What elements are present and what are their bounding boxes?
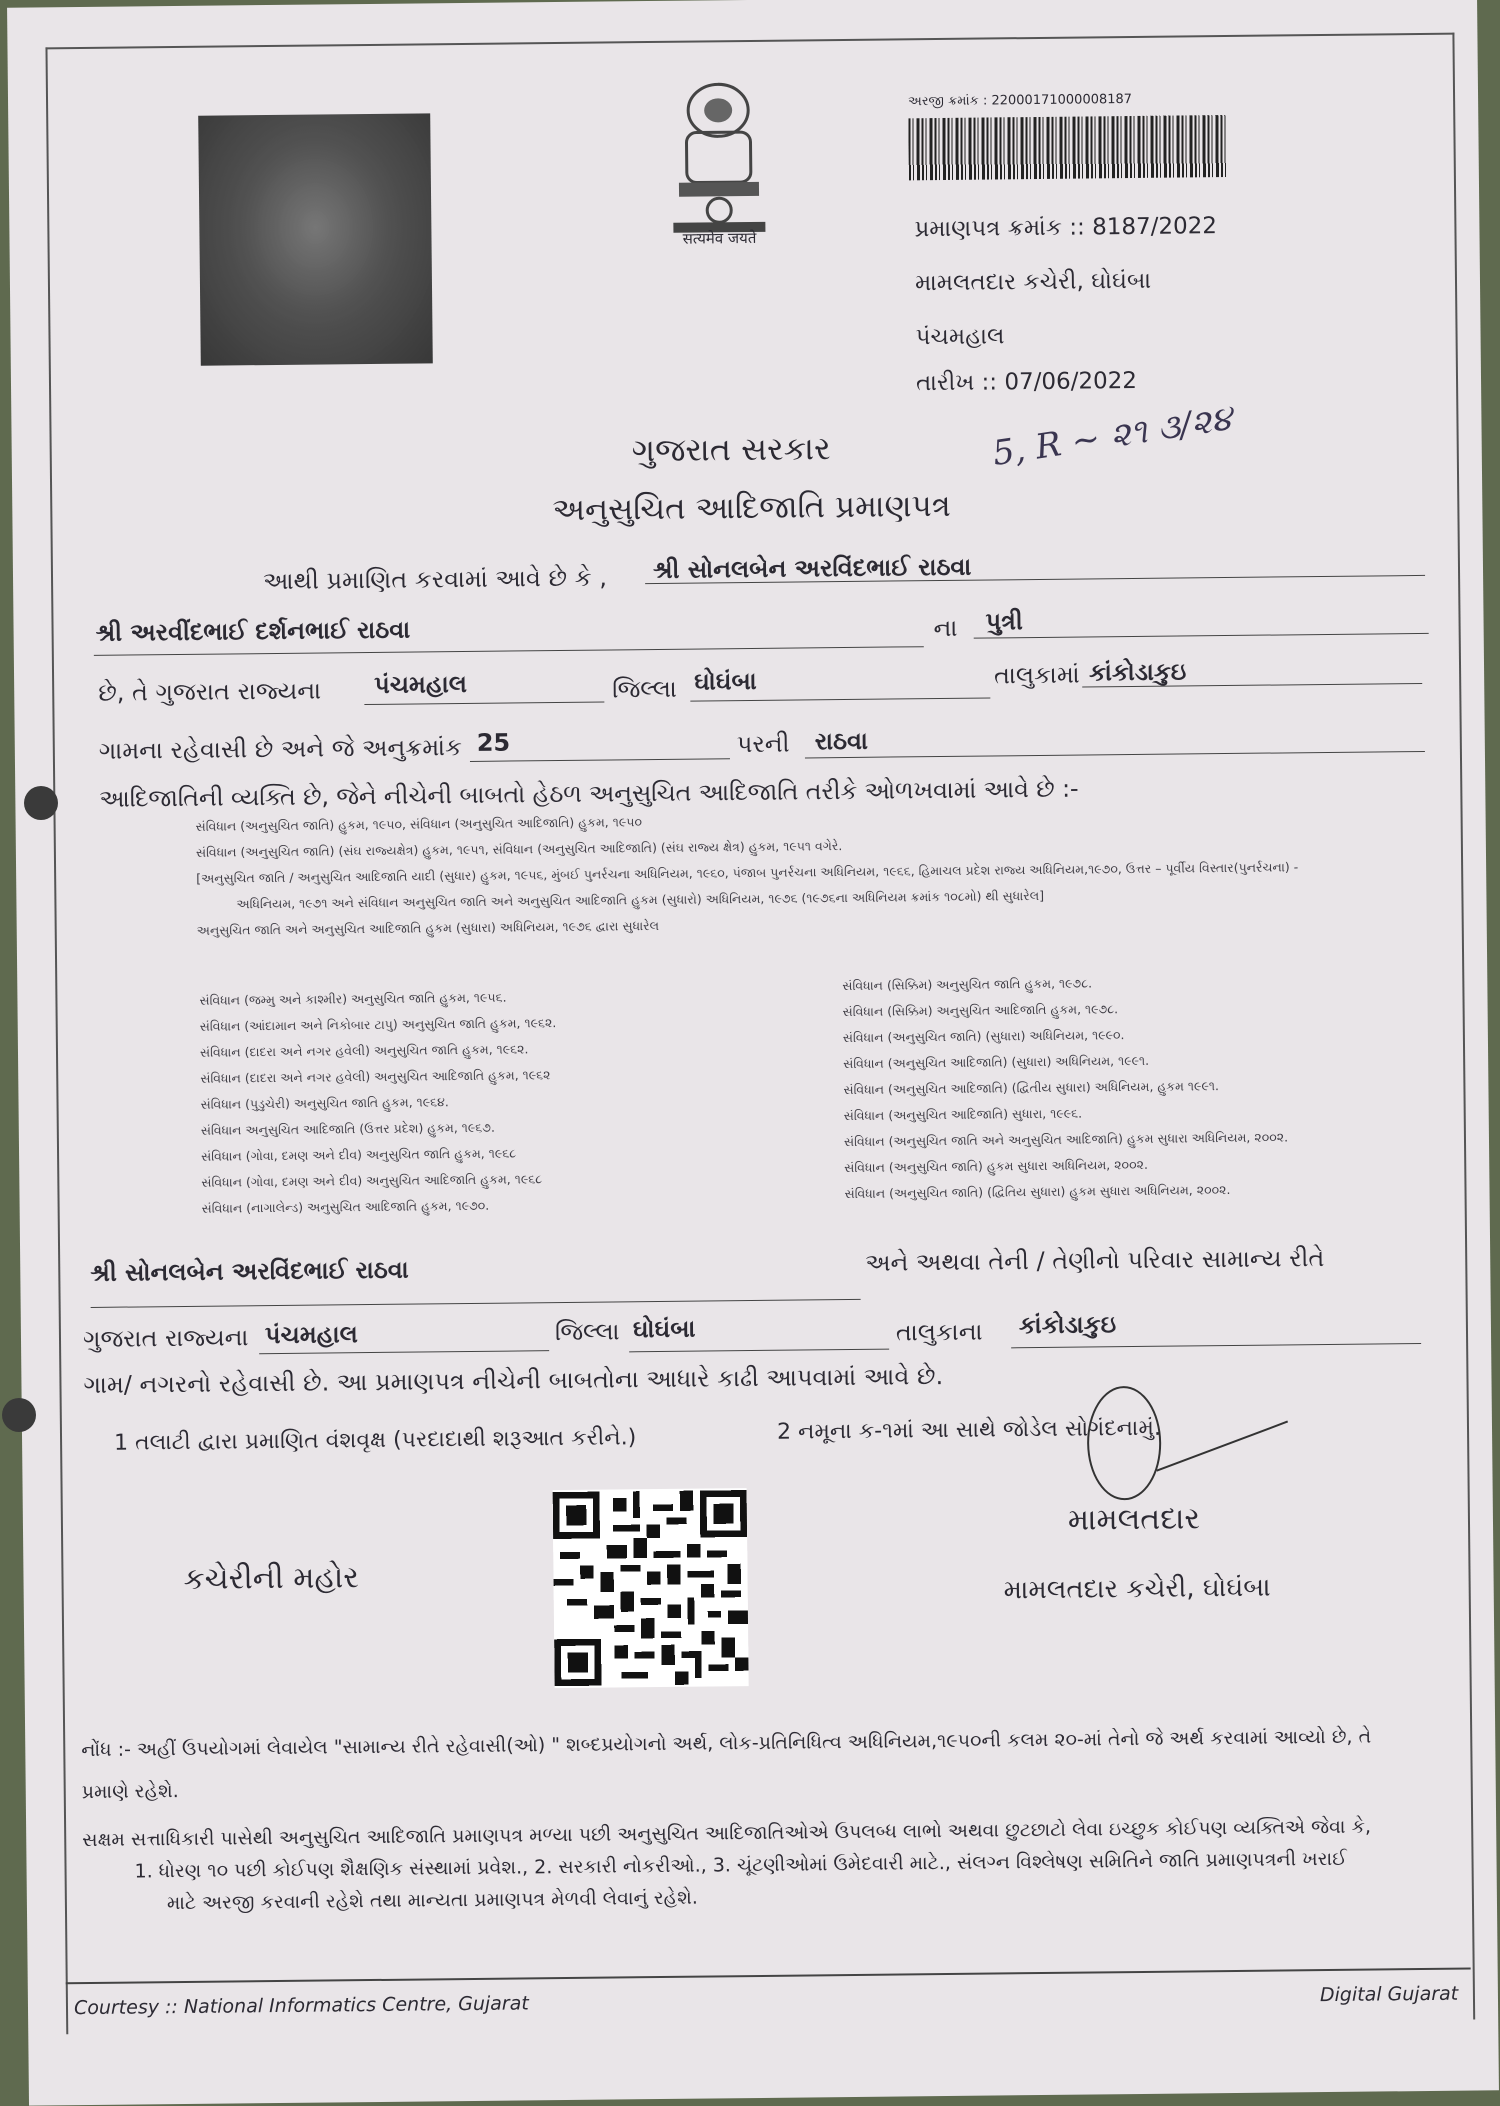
order-line: સંવિધાન (અનુસુચિત આદિજાતિ) સુધારા, ૧૯૯૬. xyxy=(843,1105,1083,1124)
issuing-district: પંચમહાલ xyxy=(915,323,1005,351)
application-number: અરજી ક્રમાંક : 22000171000008187 xyxy=(908,91,1133,110)
order-line: સંવિધાન (જમ્મુ અને કાશ્મીર) અનુસુચિત જાતિ હુકમ, ૧૯૫૬. xyxy=(199,989,507,1008)
orders-general xyxy=(196,801,1397,944)
basis-document-2: 2 નમૂના ક-૧માં આ સાથે જોડેલ સોગંદનામું. xyxy=(776,1415,1162,1445)
barcode xyxy=(908,115,1227,180)
tribe-statement: આદિજાતિની વ્યક્તિ છે, જેને નીચેની બાબતો હેઠળ અનુસુચિત આદિજાતિ તરીકે ઓળખવામાં આવે છે :- xyxy=(99,774,1079,813)
orders-left-column xyxy=(199,982,761,1222)
order-line: અનુસુચિત જાતિ અને અનુસુચિત આદિજાતિ હુકમ (સુધારા) અધિનિયમ, ૧૯૭૬ દ્વારા સુધારેલ xyxy=(196,917,660,938)
district-label: જિલ્લા xyxy=(612,674,678,704)
of-label: ના xyxy=(933,613,958,643)
district: પંચમહાલ xyxy=(374,669,468,699)
order-line: સંવિધાન (પુડુચેરી) અનુસુચિત જાતિ હુકમ, ૧૯૬૪. xyxy=(200,1094,449,1112)
order-line: સંવિધાન (ગોવા, દમણ અને દીવ) અનુસુચિત આદિજાતિ હુકમ, ૧૯૬૮ xyxy=(201,1171,543,1190)
order-line: સંવિધાન (અનુસુચિત જાતિ) હુકમ સુધારા અધિનિયમ, ૨૦૦૨. xyxy=(844,1156,1148,1176)
residence-district: પંચમહાલ xyxy=(264,1320,358,1350)
order-line: અધિનિયમ, ૧૯૭૧ અને સંવિધાન અનુસુચિત જાતિ અને અનુસુચિત આદિજાતિ હુકમ (સુધારો) અધિનિયમ, ૧૯૭૬ (૧૯૭૬ના અધિનિયમ ક્રમાંક ૧૦૮મો) થી સુધારેલ] xyxy=(236,887,1045,912)
order-line: સંવિધાન (અનુસુચિત આદિજાતિ) (દ્વિતીય સુધારા) અધિનિયમ, હુકમ ૧૯૯૧. xyxy=(843,1078,1219,1098)
issue-date: તારીખ :: 07/06/2022 xyxy=(915,367,1138,397)
government-title: ગુજરાત સરકાર xyxy=(631,429,831,470)
orders-right-column xyxy=(842,967,1444,1207)
order-line: [અનુસુચિત જાતિ / અનુસુચિત આદિજાતિ યાદી (સુધાર) હુકમ, ૧૯૫૬, મુંબઈ પુનર્રચના અધિનિયમ, ૧૯૬૦, પંજાબ પુનર્રચના અધિનિયમ, ૧૯૬૬, હિમાચલ પ્રદેશ રાજ્ય અધિનિયમ,૧૯૭૦, ઉત્તર – પૂર્વીય વિસ્તાર(પુનર્રચના) - xyxy=(196,859,1299,886)
family-text: અને અથવા તેની / તેણીનો પરિવાર સામાન્ય રીતે xyxy=(865,1244,1325,1277)
handwritten-note: 5, R ~ ૨૧ ૩/૨૪ xyxy=(989,398,1235,475)
residence-taluka-label: તાલુકાના xyxy=(895,1317,983,1347)
punch-hole xyxy=(24,786,58,820)
order-line: સંવિધાન (અનુસુચિત આદિજાતિ) (સુધારા) અધિનિયમ, ૧૯૯૧. xyxy=(843,1052,1150,1072)
order-line: સંવિધાન (દાદરા અને નગર હવેલી) અનુસુચિત જાતિ હુકમ, ૧૯૬૨. xyxy=(199,1041,529,1060)
residence-district-label: જિલ્લા xyxy=(554,1317,620,1347)
emblem-motto: सत्यमेव जयते xyxy=(682,228,757,248)
order-line: સંવિધાન (દાદરા અને નગર હવેલી) અનુસુચિત આદિજાતિ હુકમ, ૧૯૬૨ xyxy=(200,1067,551,1086)
taluka: ઘોઘંબા xyxy=(694,666,757,696)
qr-code xyxy=(553,1488,749,1688)
father-name: શ્રી અરવીંદભાઈ દર્શનભાઈ રાઠવા xyxy=(95,615,411,647)
note-2-line-3: માટે અરજી કરવાની રહેશે તથા માન્યતા પ્રમાણપત્ર મેળવી લેવાનું રહેશે. xyxy=(166,1886,698,1915)
order-line: સંવિધાન (ગોવા, દમણ અને દીવ) અનુસુચિત જાતિ હુકમ, ૧૯૬૮ xyxy=(201,1145,517,1164)
issuing-office: મામલતદાર કચેરી, ઘોઘંબા xyxy=(914,267,1152,297)
footer-courtesy: Courtesy :: National Informatics Centre, Gujarat xyxy=(73,1992,529,2020)
basis-document-1: 1 તલાટી દ્વારા પ્રમાણિત વંશવૃક્ષ (પરદાદાથી શરૂઆત કરીને.) xyxy=(113,1425,637,1456)
national-emblem-icon xyxy=(648,70,790,241)
order-line: સંવિધાન (અનુસુચિત જાતિ) (દ્વિતિય સુધારા) હુકમ સુધારા અધિનિયમ, ૨૦૦૨. xyxy=(844,1182,1231,1202)
signatory-office: મામલતદાર કચેરી, ઘોઘંબા xyxy=(1003,1572,1271,1606)
order-line: સંવિધાન (સિક્કિમ) અનુસુચિત જાતિ હુકમ, ૧૯૭૮. xyxy=(842,975,1093,994)
person-name: શ્રી સોનલબેન અરવિંદભાઈ રાઠવા xyxy=(652,552,972,585)
signatory-designation: મામલતદાર xyxy=(1067,1501,1201,1538)
note-1-line-1: નોંધ :- અહીં ઉપયોગમાં લેવાયેલ "સામાન્ય રીતે રહેવાસી(ઓ) " શબ્દપ્રયોગનો અર્થ, લોક-પ્રતિનિધિત્વ અધિનિયમ,૧૯૫૦ની કલમ ૨૦-માં તેનો જે અર્થ કરવામાં આવ્યો છે, તે xyxy=(81,1725,1372,1762)
order-line: સંવિધાન (સિક્કિમ) અનુસુચિત આદિજાતિ હુકમ, ૧૯૭૮. xyxy=(842,1001,1119,1020)
order-line: સંવિધાન (અનુસુચિત જાતિ અને અનુસુચિત આદિજાતિ) હુકમ સુધારા અધિનિયમ, ૨૦૦૨. xyxy=(843,1129,1289,1150)
residence-state-label: ગુજરાત રાજ્યના xyxy=(82,1323,249,1354)
serial-number: 25 xyxy=(476,728,511,757)
residence-person-name: શ્રી સોનલબેન અરવિંદભાઈ રાઠવા xyxy=(90,1255,409,1287)
state-label: છે, તે ગુજરાત રાજ્યના xyxy=(98,676,322,707)
basis-text: ગામ/ નગરનો રહેવાસી છે. આ પ્રમાણપત્ર નીચેની બાબતોના આધારે કાઢી આપવામાં આવે છે. xyxy=(83,1362,944,1400)
note-2-line-2: 1. ધોરણ ૧૦ પછી કોઈપણ શૈક્ષણિક સંસ્થામાં પ્રવેશ., 2. સરકારી નોકરીઓ., 3. ચૂંટણીઓમાં ઉમેદવારી માટે., સંલગ્ન વિશ્લેષણ સમિતિને જાતિ પ્રમાણપત્રની ખરાઈ xyxy=(134,1847,1348,1883)
residence-village: કાંકોડાકુઇ xyxy=(1018,1310,1117,1340)
order-line: સંવિધાન (આંદામાન અને નિકોબાર ટાપુ) અનુસુચિત જાતિ હુકમ, ૧૯૬૨. xyxy=(199,1015,557,1034)
order-line: સંવિધાન (અનુસુચિત જાતિ) (સંઘ રાજ્યક્ષેત્ર) હુકમ, ૧૯૫૧, સંવિધાન (અનુસુચિત આદિજાતિ) (સંઘ રાજ્ય ક્ષેત્ર) હુકમ, ૧૯૫૧ વગેરે. xyxy=(195,838,843,860)
punch-hole xyxy=(2,1398,36,1432)
resident-text: ગામના રહેવાસી છે અને જે અનુક્રમાંક xyxy=(98,733,463,765)
relation: પુત્રી xyxy=(985,607,1023,636)
tribe: રાઠવા xyxy=(814,726,869,756)
note-1-line-2: પ્રમાણે રહેશે. xyxy=(81,1780,179,1804)
village: કાંકોડાકુઇ xyxy=(1088,657,1187,687)
certificate-title: અનુસુચિત આદિજાતિ પ્રમાણપત્ર xyxy=(552,487,951,529)
footer-brand: Digital Gujarat xyxy=(1319,1982,1459,2007)
applicant-photo xyxy=(198,113,433,365)
residence-taluka: ઘોઘંબા xyxy=(632,1314,696,1344)
signature-mark xyxy=(1087,1386,1162,1501)
order-line: સંવિધાન (અનુસુચિત જાતિ) હુકમ, ૧૯૫૦, સંવિધાન (અનુસુચિત આદિજાતિ) હુકમ, ૧૯૫૦ xyxy=(195,814,643,834)
note-2-line-1: સક્ષમ સત્તાધિકારી પાસેથી અનુસુચિત આદિજાતિ પ્રમાણપત્ર મળ્યા પછી અનુસુચિત આદિજાતિઓએ ઉપલબ્ધ લાભો અથવા છુટછાટો લેવા ઇચ્છુક કોઈપણ વ્યક્તિએ જેવા કે, xyxy=(82,1815,1372,1852)
par-label: પરની xyxy=(736,729,790,759)
order-line: સંવિધાન (અનુસુચિત જાતિ) (સુધારા) અધિનિયમ, ૧૯૯૦. xyxy=(842,1027,1125,1046)
certify-text: આથી પ્રમાણિત કરવામાં આવે છે કે , xyxy=(262,563,608,596)
office-seal-label: કચેરીની મહોર xyxy=(183,1560,359,1597)
order-line: સંવિધાન (નાગાલેન્ડ) અનુસુચિત આદિજાતિ હુકમ, ૧૯૭૦. xyxy=(201,1197,490,1216)
taluka-label: તાલુકામાં xyxy=(993,660,1080,690)
certificate-paper xyxy=(7,0,1499,2106)
order-line: સંવિધાન અનુસુચિત આદિજાતિ (ઉત્તર પ્રદેશ) હુકમ, ૧૯૬૭. xyxy=(200,1119,496,1138)
certificate-number: પ્રમાણપત્ર ક્રમાંક :: 8187/2022 xyxy=(914,213,1218,243)
